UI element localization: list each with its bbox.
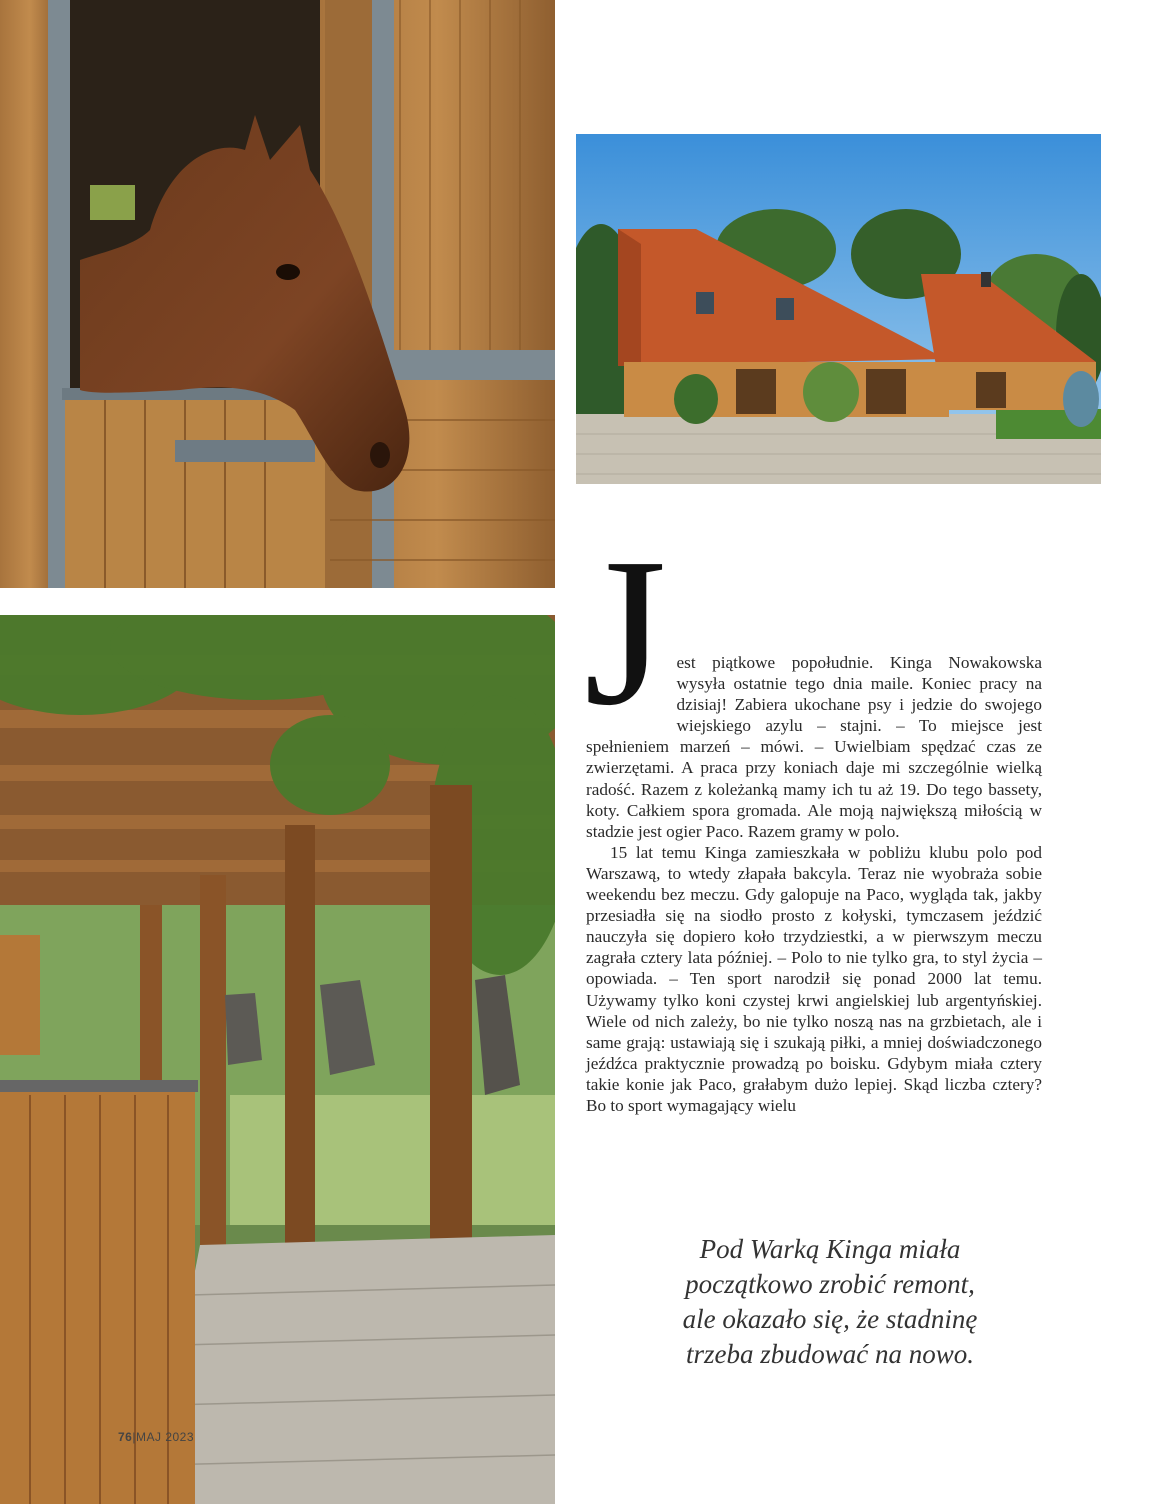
farmhouse-photo xyxy=(576,134,1101,484)
page-folio: 76|MAJ 2023 xyxy=(118,1430,195,1444)
article-paragraph: 15 lat temu Kinga zamieszkała w pobliżu klubu polo pod Warszawą, to wtedy złapała bakcyla. Teraz nie wyobraża sobie weekendu bez meczu. Gdy galopuje na Paco, wygląda tak, jakby przesiadła się na siodło prosto z kołyski, tymczasem jeździć nauczyła się dopiero koło trzydziestki, a w pierwszym meczu zagrała cztery lata później. – Polo to nie tylko gra, to styl życia – opowiada. – Ten sport narodził się ponad 2000 lat temu. Używamy tylko koni czystej krwi angielskiej lub argentyńskiej. Wiele od nich zależy, bo nie tylko noszą nas na grzbietach, ale i same grają: ustawiają się i szukają piłki, a mniej doświadczonego jeźdźca praktycznie prowadzą po boisku. Gdybym miała cztery takie konie jak Paco, grałabym dużo lepiej. Skąd liczba cztery? Bo to sport wymagający wielu xyxy=(586,842,1042,1115)
dropcap: J xyxy=(584,514,667,749)
pull-quote-line: Pod Warką Kinga miała xyxy=(699,1234,961,1264)
stable-walkway-photo xyxy=(0,615,555,1504)
horse-in-stable-photo xyxy=(0,0,555,588)
pull-quote-line: początkowo zrobić remont, xyxy=(685,1269,975,1299)
article-body xyxy=(584,514,1042,1116)
issue-date: MAJ 2023 xyxy=(135,1430,195,1444)
article-paragraph-text: est piątkowe popołudnie. Kinga Nowakowska wysyła ostatnie tego dnia maile. Koniec pracy na dzisiaj! Zabiera ukochane psy i jedzie do swojego wiejskiego azylu – stajni. – To miejsce jest spełnieniem marzeń – mówi. – Uwielbiam spędzać czas ze zwierzętami. A praca przy koniach daje mi szczególnie wielką radość. Razem z koleżanką mamy ich tu aż 19. Do tego bassety, koty. Całkiem spora gromada. Ale moją największą miłością w stadzie jest ogier Paco. Razem gramy w polo. xyxy=(586,653,1042,841)
article-paragraph xyxy=(584,514,1042,842)
pull-quote-line: trzeba zbudować na nowo. xyxy=(685,1339,974,1369)
pull-quote-line: ale okazało się, że stadninę xyxy=(682,1304,978,1334)
pull-quote xyxy=(600,1232,1060,1372)
page-number: 76 xyxy=(118,1430,133,1444)
